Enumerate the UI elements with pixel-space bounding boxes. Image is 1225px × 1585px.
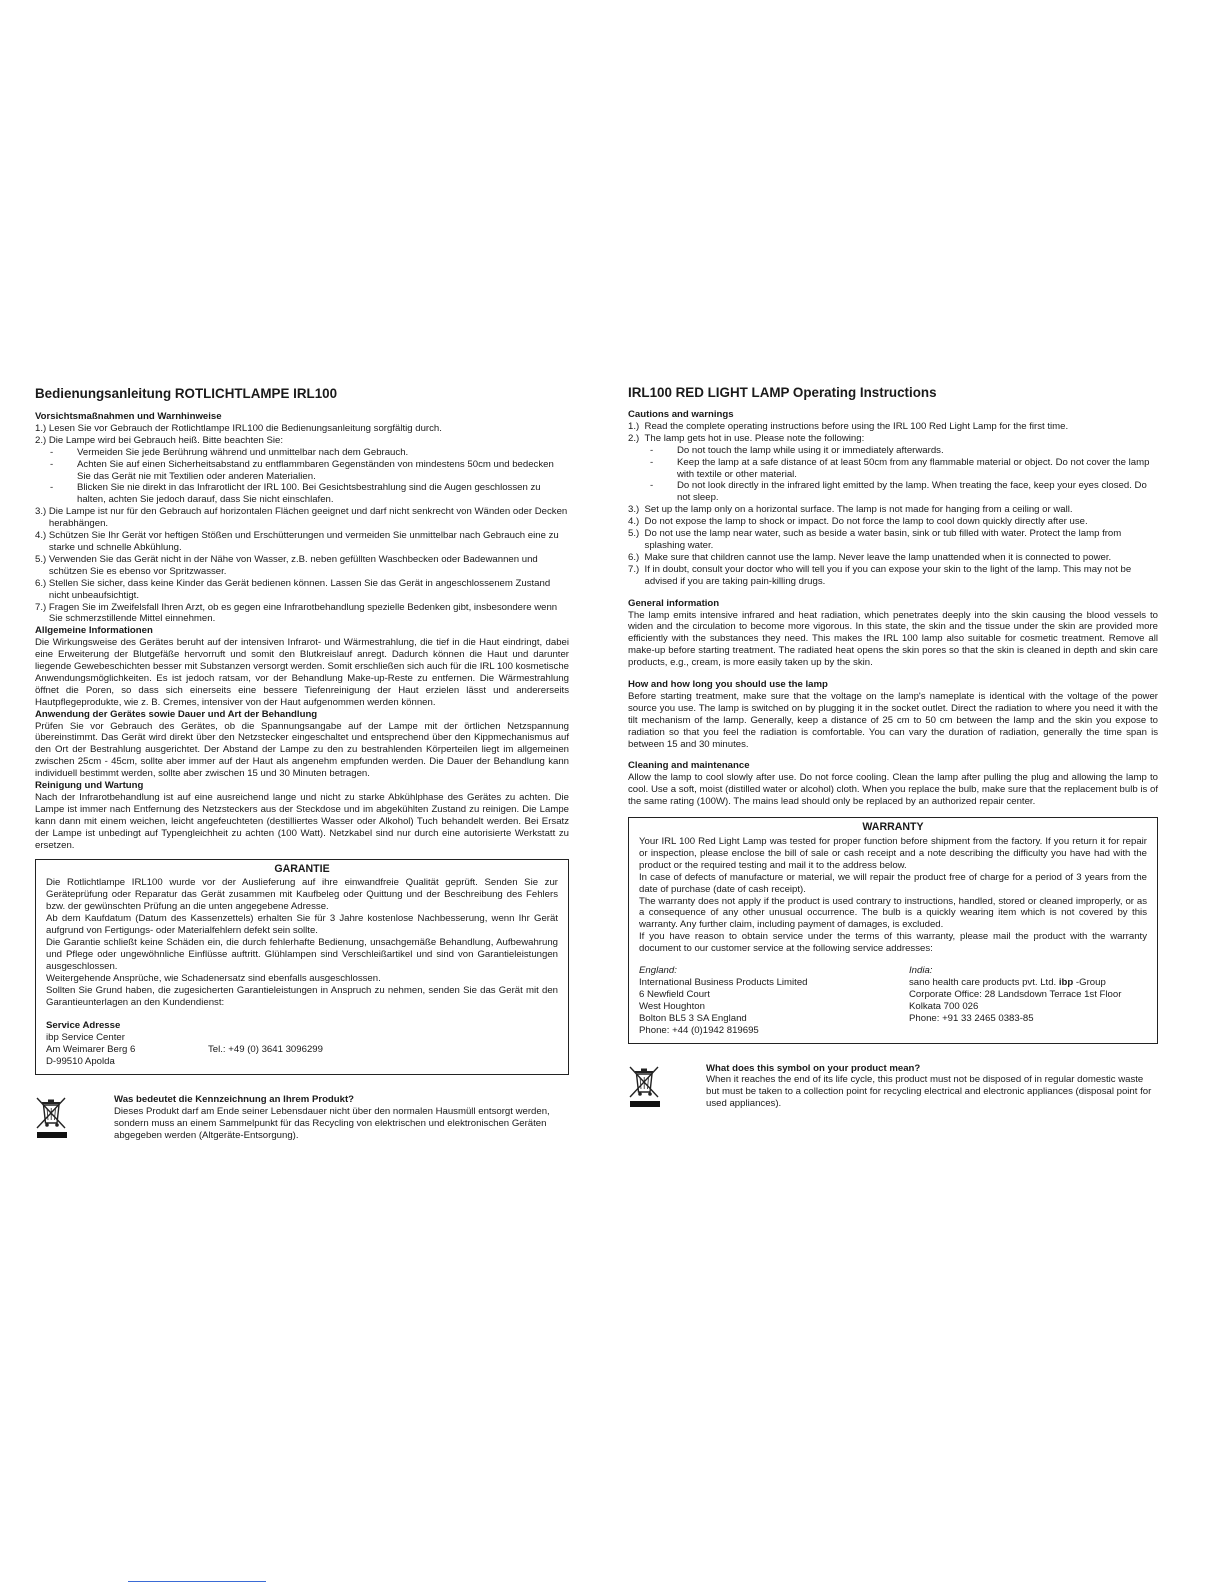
crossed-out-wheelie-bin-icon bbox=[628, 1063, 672, 1113]
english-warranty-paragraph: In case of defects of manufacture or material, we will repair the product free of charge for a period of 3 years from the date of purchase (date of cash receipt). bbox=[639, 871, 1147, 895]
address-phone: Phone: +44 (0)1942 819695 bbox=[639, 1024, 759, 1036]
english-warranty-paragraph: The warranty does not apply if the product is used contrary to instructions, handled, stored or cleaned improperly, or as a consequence of any other unusual occurrence. The bulb is a quickly wearing item which is not covered by this warranty. Any further claim, including payment of damages, is excluded. bbox=[639, 895, 1147, 931]
address-line: sano health care products pvt. Ltd. ibp -Group bbox=[909, 976, 1106, 988]
page-edge-line bbox=[128, 1581, 266, 1582]
service-addresses bbox=[639, 965, 1147, 1036]
list-item: 6.) Stellen Sie sicher, dass keine Kinder das Gerät bedienen können. Lassen Sie das Gerät in angeschlossenem Zustand nicht unbeaufsichtigt. bbox=[35, 577, 551, 601]
sub-list-item: - Achten Sie auf einen Sicherheitsabstand zu entflammbaren Gegenständen von mindestens 50cm und bedecken Sie das Gerät nie mit Textilien oder anderen Materialien. bbox=[50, 458, 554, 482]
german-warranty-box bbox=[35, 859, 569, 1076]
service-phone: Tel.: +49 (0) 3641 3096299 bbox=[208, 1044, 323, 1056]
german-warranty-paragraph: Die Garantie schließt keine Schäden ein, die durch fehlerhafte Bedienung, unsachgemäße Behandlung, Aufbewahrung und Pflege oder ungewöhnliche Einflüsse auftritt. Glühlampen sind Verschleißartikel und sind von Garantieleistungen ausgeschlossen. bbox=[46, 936, 558, 972]
english-section bbox=[628, 385, 1158, 1112]
german-usage-text: Prüfen Sie vor Gebrauch des Gerätes, ob die Spannungsangabe auf der Lampe mit der örtlichen Netzspannung übereinstimmt. Das Gerät wird direkt über den Netzstecker eingeschaltet und entsprechend über den Kippmechanismus auf den Ort der Bestrahlung ausgerichtet. Der Abstand der Lampe zu den zu bestrahlenden Körperteilen liegt im allgemeinen zwischen 25cm - 45cm, sollte aber immer auf der Haut als angenehm empfunden werden. Die Dauer der Behandlung kann individuell bestimmt werden, sollte aber zwischen 15 und 30 Minuten betragen. bbox=[35, 720, 569, 780]
german-warranty-paragraph: Weitergehende Ansprüche, wie Schadenersatz sind ebenfalls ausgeschlossen. bbox=[46, 972, 381, 984]
english-general-text: The lamp emits intensive infrared and heat radiation, which penetrates deeply into the skin causing the blood vessels to widen and the circulation to become more vigorous. In this state, the skin and the tissue under the skin are provided more efficiently with the substances they need. This makes the IRL 100 lamp also suitable for cosmetic treatment. Remove all make-up before starting treatment. The radiated heat opens the skin pores so that the skin is cleaned in depth and skin care products, e.g., cream, is more easily taken up by the skin. bbox=[628, 609, 1158, 669]
address-line: Corporate Office: 28 Landsdown Terrace 1st Floor bbox=[909, 988, 1122, 1000]
address-phone: Phone: +91 33 2465 0383-85 bbox=[909, 1012, 1034, 1024]
english-warranty-paragraph: If you have reason to obtain service under the terms of this warranty, please mail the product with the warranty document to our customer service at the following service addresses: bbox=[639, 931, 1147, 955]
list-item: 2.) Die Lampe wird bei Gebrauch heiß. Bitte beachten Sie: bbox=[35, 434, 283, 446]
english-weee-notice bbox=[628, 1063, 1158, 1113]
service-address-line: ibp Service Center bbox=[46, 1032, 125, 1044]
list-item: 6.) Make sure that children cannot use the lamp. Never leave the lamp unattended when it is connected to power. bbox=[628, 551, 1112, 563]
sub-list-item: - Vermeiden Sie jede Berührung während und unmittelbar nach dem Gebrauch. bbox=[50, 446, 409, 458]
england-label: England: bbox=[639, 965, 677, 977]
list-item: 7.) If in doubt, consult your doctor who will tell you if you can expose your skin to the light of the lamp. This may not be advised if you are taking pain-killing drugs. bbox=[628, 563, 1132, 587]
service-address-line: D-99510 Apolda bbox=[46, 1056, 115, 1068]
german-warranty-paragraph: Sollten Sie Grund haben, die zugesicherten Garantieleistungen in Anspruch zu nehmen, senden Sie das Gerät mit den Garantieunterlagen an den Kundendienst: bbox=[46, 984, 558, 1008]
english-usage-text: Before starting treatment, make sure that the voltage on the lamp's nameplate is identical with the voltage of the power source you use. The lamp is switched on by plugging it in the socket outlet. Direct the radiation to where you need it with the tilt mechanism of the lamp. Generally, keep a distance of 25 cm to 50 cm between the lamp and the skin you expose to radiation so that you feel the radiation is comfortable. You can vary the duration of radiation, generally the time span is between 15 and 30 minutes. bbox=[628, 690, 1158, 750]
english-warranty-box bbox=[628, 817, 1158, 1043]
english-weee-heading: What does this symbol on your product mean? bbox=[706, 1062, 921, 1074]
german-cleaning-heading: Reinigung und Wartung bbox=[35, 780, 144, 792]
list-item: 1.) Lesen Sie vor Gebrauch der Rotlichtlampe IRL100 die Bedienungsanleitung sorgfältig durch. bbox=[35, 422, 442, 434]
english-weee-text: When it reaches the end of its life cycle, this product must not be disposed of in regular domestic waste but must be taken to a collection point for recycling electrical and electronic appliances (disposal point for used appliances). bbox=[706, 1074, 1152, 1110]
list-item: 1.) Read the complete operating instructions before using the IRL 100 Red Light Lamp for the first time. bbox=[628, 420, 1069, 432]
list-item: 3.) Set up the lamp only on a horizontal surface. The lamp is not made for hanging from a ceiling or wall. bbox=[628, 504, 1073, 516]
english-cautions-heading: Cautions and warnings bbox=[628, 409, 734, 420]
service-address-row bbox=[46, 1044, 558, 1056]
sub-list-item: - Blicken Sie nie direkt in das Infrarotlicht der IRL 100. Bei Gesichtsbestrahlung sind die Augen geschlossen zu halten, achten Sie jedoch darauf, dass Sie nicht einschlafen. bbox=[50, 482, 541, 506]
address-line: 6 Newfield Court bbox=[639, 988, 710, 1000]
german-title: Bedienungsanleitung ROTLICHTLAMPE IRL100 bbox=[35, 386, 338, 401]
german-section bbox=[35, 386, 569, 1144]
german-cleaning-text: Nach der Infrarotbehandlung ist auf eine ausreichend lange und nicht zu starke Abkühlphase des Gerätes zu achten. Die Lampe ist immer nach Entfernung des Netzsteckers aus der Steckdose und im abgekühlten Zustand zu reinigen. Die Lampe kann dann mit einem weichen, leicht angefeuchteten (destilliertes Wasser oder Alkohol) Tuch behandelt werden. Bei Ersatz der Lampe ist unbedingt auf Typengleichheit zu achten (100 Watt). Netzkabel sind nur durch eine autorisierte Werkstatt zu ersetzen. bbox=[35, 792, 569, 851]
list-item: 3.) Die Lampe ist nur für den Gebrauch auf horizontalen Flächen geeignet und darf nicht senkrecht von Wänden oder Decken herabhängen. bbox=[35, 506, 568, 530]
service-address-line: Am Weimarer Berg 6 bbox=[46, 1044, 136, 1056]
german-general-text: Die Wirkungsweise des Gerätes beruht auf der intensiven Infrarot- und Wärmestrahlung, die tief in die Haut eindringt, dabei eine Erweiterung der Blutgefäße hervorruft und somit den Blutkreislauf anregt. Dadurch können die Haut und darunter liegende Gewebeschichten besser mit Substanzen versorgt werden. Somit erschließen sich auch für die IRL 100 kosmetische Anwendungsmöglichkeiten. Es ist jedoch ratsam, vor der Behandlung Make-up-Reste zu entfernen. Die Wärmestrahlung öffnet die Poren, so dass sich einerseits eine bessere Tiefenreinigung der Haut erzielen lässt und andererseits Hautpflegeprodukte, wie z. B. Cremes, intensiver von der Haut aufgenommen werden können. bbox=[35, 637, 569, 708]
english-cleaning-heading: Cleaning and maintenance bbox=[628, 760, 750, 772]
sub-list-item: - Keep the lamp at a safe distance of at least 50cm from any flammable material or object. Do not cover the lamp with textile or other material. bbox=[650, 456, 1150, 480]
list-item: 4.) Do not expose the lamp to shock or impact. Do not force the lamp to cool down quickly directly after use. bbox=[628, 516, 1088, 528]
india-label: India: bbox=[909, 965, 933, 977]
address-line: West Houghton bbox=[639, 1000, 705, 1012]
english-warranty-heading: WARRANTY bbox=[862, 821, 924, 834]
german-weee-text: Dieses Produkt darf am Ende seiner Lebensdauer nicht über den normalen Hausmüll entsorgt werden, sondern muss an einem Sammelpunkt für das Recycling von elektrischen und elektronischen Geräten abgegeben werden (Altgeräte-Entsorgung). bbox=[114, 1105, 550, 1141]
german-usage-heading: Anwendung der Gerätes sowie Dauer und Art der Behandlung bbox=[35, 708, 318, 720]
england-address bbox=[639, 965, 909, 1036]
service-address-heading: Service Adresse bbox=[46, 1020, 121, 1032]
english-title: IRL100 RED LIGHT LAMP Operating Instructions bbox=[628, 385, 937, 400]
sub-list-item: - Do not touch the lamp while using it or immediately afterwards. bbox=[650, 444, 944, 456]
german-warranty-paragraph: Ab dem Kaufdatum (Datum des Kassenzettels) erhalten Sie für 3 Jahre kostenlose Nachbesserung, wenn Ihr Gerät aufgrund von Fertigungs- oder Materialfehlern defekt sein sollte. bbox=[46, 913, 558, 937]
address-line: Bolton BL5 3 SA England bbox=[639, 1012, 747, 1024]
english-warranty-paragraph: Your IRL 100 Red Light Lamp was tested for proper function before shipment from the factory. If you return it for repair or inspection, please enclose the bill of sale or cash receipt and a note describing the difficulty you have had with the product or the required testing and mail it to the address below. bbox=[639, 836, 1147, 871]
list-item: 7.) Fragen Sie im Zweifelsfall Ihren Arzt, ob es gegen eine Infrarotbehandlung spezielle Bedenken gibt, insbesondere wenn Sie schmerzstillende Mittel einnehmen. bbox=[35, 601, 558, 625]
english-general-heading: General information bbox=[628, 597, 720, 609]
india-address bbox=[909, 965, 1147, 1036]
address-line: International Business Products Limited bbox=[639, 976, 808, 988]
list-item: 5.) Do not use the lamp near water, such as beside a water basin, sink or tub filled with water. Protect the lamp from splashing water. bbox=[628, 528, 1122, 551]
sub-list-item: - Do not look directly in the infrared light emitted by the lamp. When treating the face, keep your eyes closed. Do not sleep. bbox=[650, 480, 1147, 504]
list-item: 4.) Schützen Sie Ihr Gerät vor heftigen Stößen und Erschütterungen und vermeiden Sie unmittelbar nach Gebrauch eine zu starke und schnelle Abkühlung. bbox=[35, 530, 559, 553]
german-warranty-heading: GARANTIE bbox=[274, 862, 330, 875]
list-item: 2.) The lamp gets hot in use. Please note the following: bbox=[628, 432, 865, 444]
address-line: Kolkata 700 026 bbox=[909, 1000, 979, 1012]
german-weee-notice bbox=[35, 1094, 569, 1144]
english-cleaning-text: Allow the lamp to cool slowly after use. Do not force cooling. Clean the lamp after pulling the plug and allowing the lamp to cool. Use a soft, moist (distilled water or alcohol) cloth. When you replace the bulb, make sure that the replacement bulb is of the same rating (100W). The mains lead should only be replaced by an authorized repair center. bbox=[628, 772, 1158, 808]
list-item: 5.) Verwenden Sie das Gerät nicht in der Nähe von Wasser, z.B. neben gefüllten Waschbecken oder Badewannen und schützen Sie es ebenso vor Spritzwasser. bbox=[35, 553, 538, 577]
german-weee-heading: Was bedeutet die Kennzeichnung an Ihrem Produkt? bbox=[114, 1094, 355, 1106]
crossed-out-wheelie-bin-icon bbox=[35, 1094, 79, 1144]
english-usage-heading: How and how long you should use the lamp bbox=[628, 679, 828, 691]
german-warranty-paragraph: Die Rotlichtlampe IRL100 wurde vor der Auslieferung auf ihre einwandfreie Qualität geprüft. Senden Sie zur Geräteprüfung oder Reparatur das Gerät zusammen mit Kaufbeleg oder Quittung und der Beschreibung des Fehlers bzw. der gewünschten Prüfung an die unten angegebene Adresse. bbox=[46, 877, 558, 913]
german-general-heading: Allgemeine Informationen bbox=[35, 625, 153, 637]
german-cautions-heading: Vorsichtsmaßnahmen und Warnhinweise bbox=[35, 411, 222, 422]
